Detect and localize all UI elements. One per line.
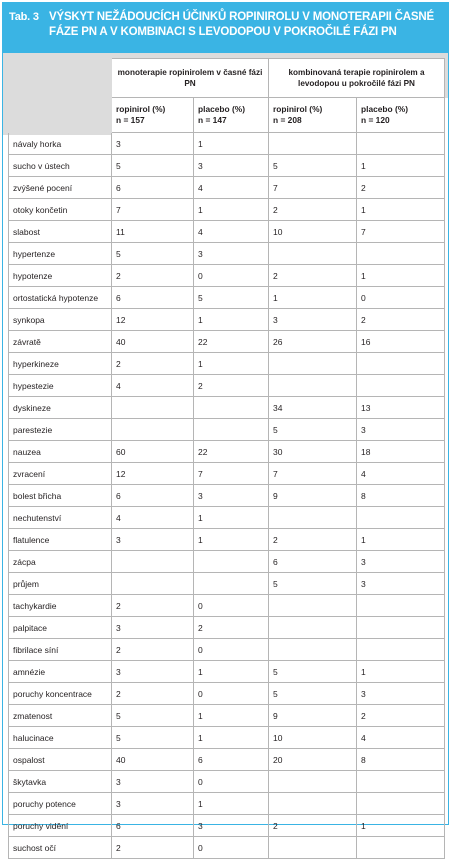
row-label: otoky končetin	[9, 199, 112, 221]
table-row	[9, 265, 445, 287]
table-cell: 1	[357, 199, 445, 221]
table-cell: 3	[194, 485, 269, 507]
table-cell: 2	[357, 705, 445, 727]
table-row	[9, 639, 445, 661]
table-cell: 1	[194, 133, 269, 155]
table-cell: 34	[269, 397, 357, 419]
table-cell: 3	[112, 617, 194, 639]
table-cell: 2	[112, 837, 194, 859]
table-cell: 5	[269, 683, 357, 705]
table-cell: 1	[357, 529, 445, 551]
table-row	[9, 221, 445, 243]
table-cell: 3	[112, 133, 194, 155]
table-cell: 5	[112, 155, 194, 177]
table-cell: 3	[357, 419, 445, 441]
table-cell: 1	[194, 793, 269, 815]
table-cell	[357, 507, 445, 529]
table-row	[9, 375, 445, 397]
table-cell: 5	[112, 727, 194, 749]
table-cell: 7	[194, 463, 269, 485]
corner-cell	[9, 59, 112, 98]
table-cell: 6	[112, 485, 194, 507]
row-label: halucinace	[9, 727, 112, 749]
table-cell: 4	[357, 463, 445, 485]
table-cell: 5	[194, 287, 269, 309]
table-row	[9, 749, 445, 771]
table-row	[9, 661, 445, 683]
table-row	[9, 793, 445, 815]
row-label: poruchy vidění	[9, 815, 112, 837]
table-cell: 3	[357, 573, 445, 595]
table-cell: 3	[357, 683, 445, 705]
table-cell: 2	[112, 265, 194, 287]
table-row	[9, 463, 445, 485]
table-cell: 1	[357, 815, 445, 837]
corner-cell-2	[9, 98, 112, 133]
row-label: amnézie	[9, 661, 112, 683]
row-label: hyperkineze	[9, 353, 112, 375]
table-cell: 1	[194, 199, 269, 221]
table-cell: 4	[357, 727, 445, 749]
table-cell	[269, 243, 357, 265]
table-row	[9, 551, 445, 573]
table-cell	[269, 375, 357, 397]
sub-header-row	[9, 98, 445, 133]
table-cell: 10	[269, 727, 357, 749]
sub-header-ropinirol-mono: ropinirol (%) n = 157	[112, 98, 194, 133]
table-cell	[112, 573, 194, 595]
table-cell: 1	[194, 353, 269, 375]
row-label: slabost	[9, 221, 112, 243]
row-label: poruchy koncentrace	[9, 683, 112, 705]
table-cell: 3	[357, 551, 445, 573]
table-cell: 1	[269, 287, 357, 309]
group-header-row	[9, 59, 445, 98]
table-cell: 0	[194, 639, 269, 661]
table-cell: 6	[112, 287, 194, 309]
group-header-combination: kombinovaná terapie ropinirolem a levodopou u pokročilé fázi PN	[269, 59, 445, 98]
table-cell: 0	[194, 683, 269, 705]
table-cell: 2	[269, 265, 357, 287]
table-cell: 3	[112, 529, 194, 551]
row-label: sucho v ústech	[9, 155, 112, 177]
table-row	[9, 705, 445, 727]
table-cell: 12	[112, 463, 194, 485]
table-row	[9, 727, 445, 749]
sub-header-ropinirol-combo: ropinirol (%) n = 208	[269, 98, 357, 133]
table-cell: 0	[194, 837, 269, 859]
table-row	[9, 397, 445, 419]
table-cell	[194, 419, 269, 441]
table-row	[9, 155, 445, 177]
table-cell: 26	[269, 331, 357, 353]
table-cell: 0	[194, 265, 269, 287]
row-label: bolest břicha	[9, 485, 112, 507]
table-cell: 2	[194, 617, 269, 639]
table-cell	[269, 353, 357, 375]
table-cell: 3	[269, 309, 357, 331]
table-cell	[269, 507, 357, 529]
table-cell: 5	[269, 661, 357, 683]
sub-header-placebo-combo: placebo (%) n = 120	[357, 98, 445, 133]
row-label: zvracení	[9, 463, 112, 485]
row-label: hypotenze	[9, 265, 112, 287]
table-row	[9, 133, 445, 155]
table-cell: 3	[112, 661, 194, 683]
table-cell	[357, 133, 445, 155]
table-cell: 2	[269, 815, 357, 837]
table-cell	[112, 397, 194, 419]
adverse-effects-table	[8, 58, 445, 859]
table-cell: 2	[269, 529, 357, 551]
table-cell	[269, 133, 357, 155]
row-label: synkopa	[9, 309, 112, 331]
table-row	[9, 529, 445, 551]
table-cell: 4	[112, 375, 194, 397]
row-label: zvýšené pocení	[9, 177, 112, 199]
table-cell	[194, 573, 269, 595]
table-cell: 30	[269, 441, 357, 463]
table-cell: 5	[112, 705, 194, 727]
table-cell: 60	[112, 441, 194, 463]
row-label: nechutenství	[9, 507, 112, 529]
table-cell	[269, 617, 357, 639]
table-cell	[357, 639, 445, 661]
row-label: ortostatická hypotenze	[9, 287, 112, 309]
table-cell: 6	[269, 551, 357, 573]
table-row	[9, 331, 445, 353]
table-row	[9, 243, 445, 265]
table-cell: 2	[112, 595, 194, 617]
table-cell: 4	[194, 221, 269, 243]
row-label: palpitace	[9, 617, 112, 639]
row-label: průjem	[9, 573, 112, 595]
table-cell: 1	[194, 705, 269, 727]
table-cell: 1	[357, 155, 445, 177]
row-label: závratě	[9, 331, 112, 353]
table-cell	[357, 617, 445, 639]
table-cell	[269, 771, 357, 793]
table-cell: 22	[194, 331, 269, 353]
row-label: fibrilace síní	[9, 639, 112, 661]
row-label: hypestezie	[9, 375, 112, 397]
row-label: zmatenost	[9, 705, 112, 727]
table-cell: 20	[269, 749, 357, 771]
table-cell: 10	[269, 221, 357, 243]
table-cell: 2	[112, 353, 194, 375]
table-row	[9, 683, 445, 705]
table-cell	[194, 397, 269, 419]
table-cell	[269, 639, 357, 661]
table-cell: 1	[194, 529, 269, 551]
table-cell	[269, 793, 357, 815]
table-cell: 6	[112, 177, 194, 199]
table-cell: 7	[112, 199, 194, 221]
table-row	[9, 419, 445, 441]
table-row	[9, 573, 445, 595]
table-row	[9, 771, 445, 793]
table-cell: 5	[269, 419, 357, 441]
table-cell: 2	[269, 199, 357, 221]
table-cell: 6	[194, 749, 269, 771]
table-cell	[357, 353, 445, 375]
table-cell: 1	[357, 661, 445, 683]
table-cell: 2	[357, 177, 445, 199]
table-cell: 40	[112, 331, 194, 353]
table-cell	[112, 551, 194, 573]
table-cell: 9	[269, 485, 357, 507]
table-row	[9, 287, 445, 309]
sub-header-placebo-mono: placebo (%) n = 147	[194, 98, 269, 133]
row-label: flatulence	[9, 529, 112, 551]
table-row	[9, 177, 445, 199]
table-cell: 3	[194, 155, 269, 177]
table-cell	[194, 551, 269, 573]
table-cell: 1	[194, 309, 269, 331]
row-label: nauzea	[9, 441, 112, 463]
table-row	[9, 595, 445, 617]
table-cell: 5	[112, 243, 194, 265]
table-cell: 2	[194, 375, 269, 397]
table-row	[9, 837, 445, 859]
table-cell: 9	[269, 705, 357, 727]
table-cell: 16	[357, 331, 445, 353]
table-row	[9, 617, 445, 639]
table-cell: 12	[112, 309, 194, 331]
table-cell: 1	[194, 507, 269, 529]
row-label: dyskineze	[9, 397, 112, 419]
row-label: suchost očí	[9, 837, 112, 859]
table-cell: 18	[357, 441, 445, 463]
table-cell: 1	[194, 727, 269, 749]
table-cell	[357, 243, 445, 265]
table-cell	[269, 595, 357, 617]
row-label: návaly horka	[9, 133, 112, 155]
group-header-monotherapy: monoterapie ropinirolem v časné fázi PN	[112, 59, 269, 98]
table-frame	[2, 2, 449, 853]
table-cell: 6	[112, 815, 194, 837]
table-row	[9, 199, 445, 221]
table-cell: 2	[357, 309, 445, 331]
table-cell: 5	[269, 155, 357, 177]
table-cell: 8	[357, 485, 445, 507]
table-cell: 3	[112, 771, 194, 793]
table-cell: 7	[269, 463, 357, 485]
table-row	[9, 485, 445, 507]
table-cell	[112, 419, 194, 441]
table-cell: 8	[357, 749, 445, 771]
table-row	[9, 309, 445, 331]
row-label: škytavka	[9, 771, 112, 793]
row-label: hypertenze	[9, 243, 112, 265]
table-cell: 2	[112, 683, 194, 705]
row-label: zácpa	[9, 551, 112, 573]
table-cell: 3	[112, 793, 194, 815]
table-header-bar	[3, 3, 448, 53]
table-cell: 0	[357, 287, 445, 309]
table-number: Tab. 3	[9, 11, 39, 23]
table-cell: 2	[112, 639, 194, 661]
table-cell: 5	[269, 573, 357, 595]
table-cell	[357, 837, 445, 859]
table-cell: 4	[112, 507, 194, 529]
table-cell	[269, 837, 357, 859]
table-cell	[357, 793, 445, 815]
table-row	[9, 441, 445, 463]
table-cell	[357, 771, 445, 793]
table-cell: 3	[194, 815, 269, 837]
table-cell: 1	[194, 661, 269, 683]
table-cell: 4	[194, 177, 269, 199]
table-body	[9, 133, 445, 859]
table-row	[9, 353, 445, 375]
table-cell: 7	[357, 221, 445, 243]
table-cell	[357, 375, 445, 397]
table-cell: 13	[357, 397, 445, 419]
table-cell	[357, 595, 445, 617]
table-cell: 1	[357, 265, 445, 287]
table-row	[9, 815, 445, 837]
table-title: VÝSKYT NEŽÁDOUCÍCH ÚČINKŮ ROPINIROLU V MONOTERAPII ČASNÉ FÁZE PN A V KOMBINACI S LEVODOPOU V POKROČILÉ FÁZI PN	[49, 11, 434, 38]
table-cell: 11	[112, 221, 194, 243]
table-cell: 22	[194, 441, 269, 463]
row-label: ospalost	[9, 749, 112, 771]
row-label: tachykardie	[9, 595, 112, 617]
table-cell: 7	[269, 177, 357, 199]
table-cell: 3	[194, 243, 269, 265]
row-label: poruchy potence	[9, 793, 112, 815]
row-label: parestezie	[9, 419, 112, 441]
table-cell: 40	[112, 749, 194, 771]
table-cell: 0	[194, 771, 269, 793]
table-cell: 0	[194, 595, 269, 617]
table-row	[9, 507, 445, 529]
